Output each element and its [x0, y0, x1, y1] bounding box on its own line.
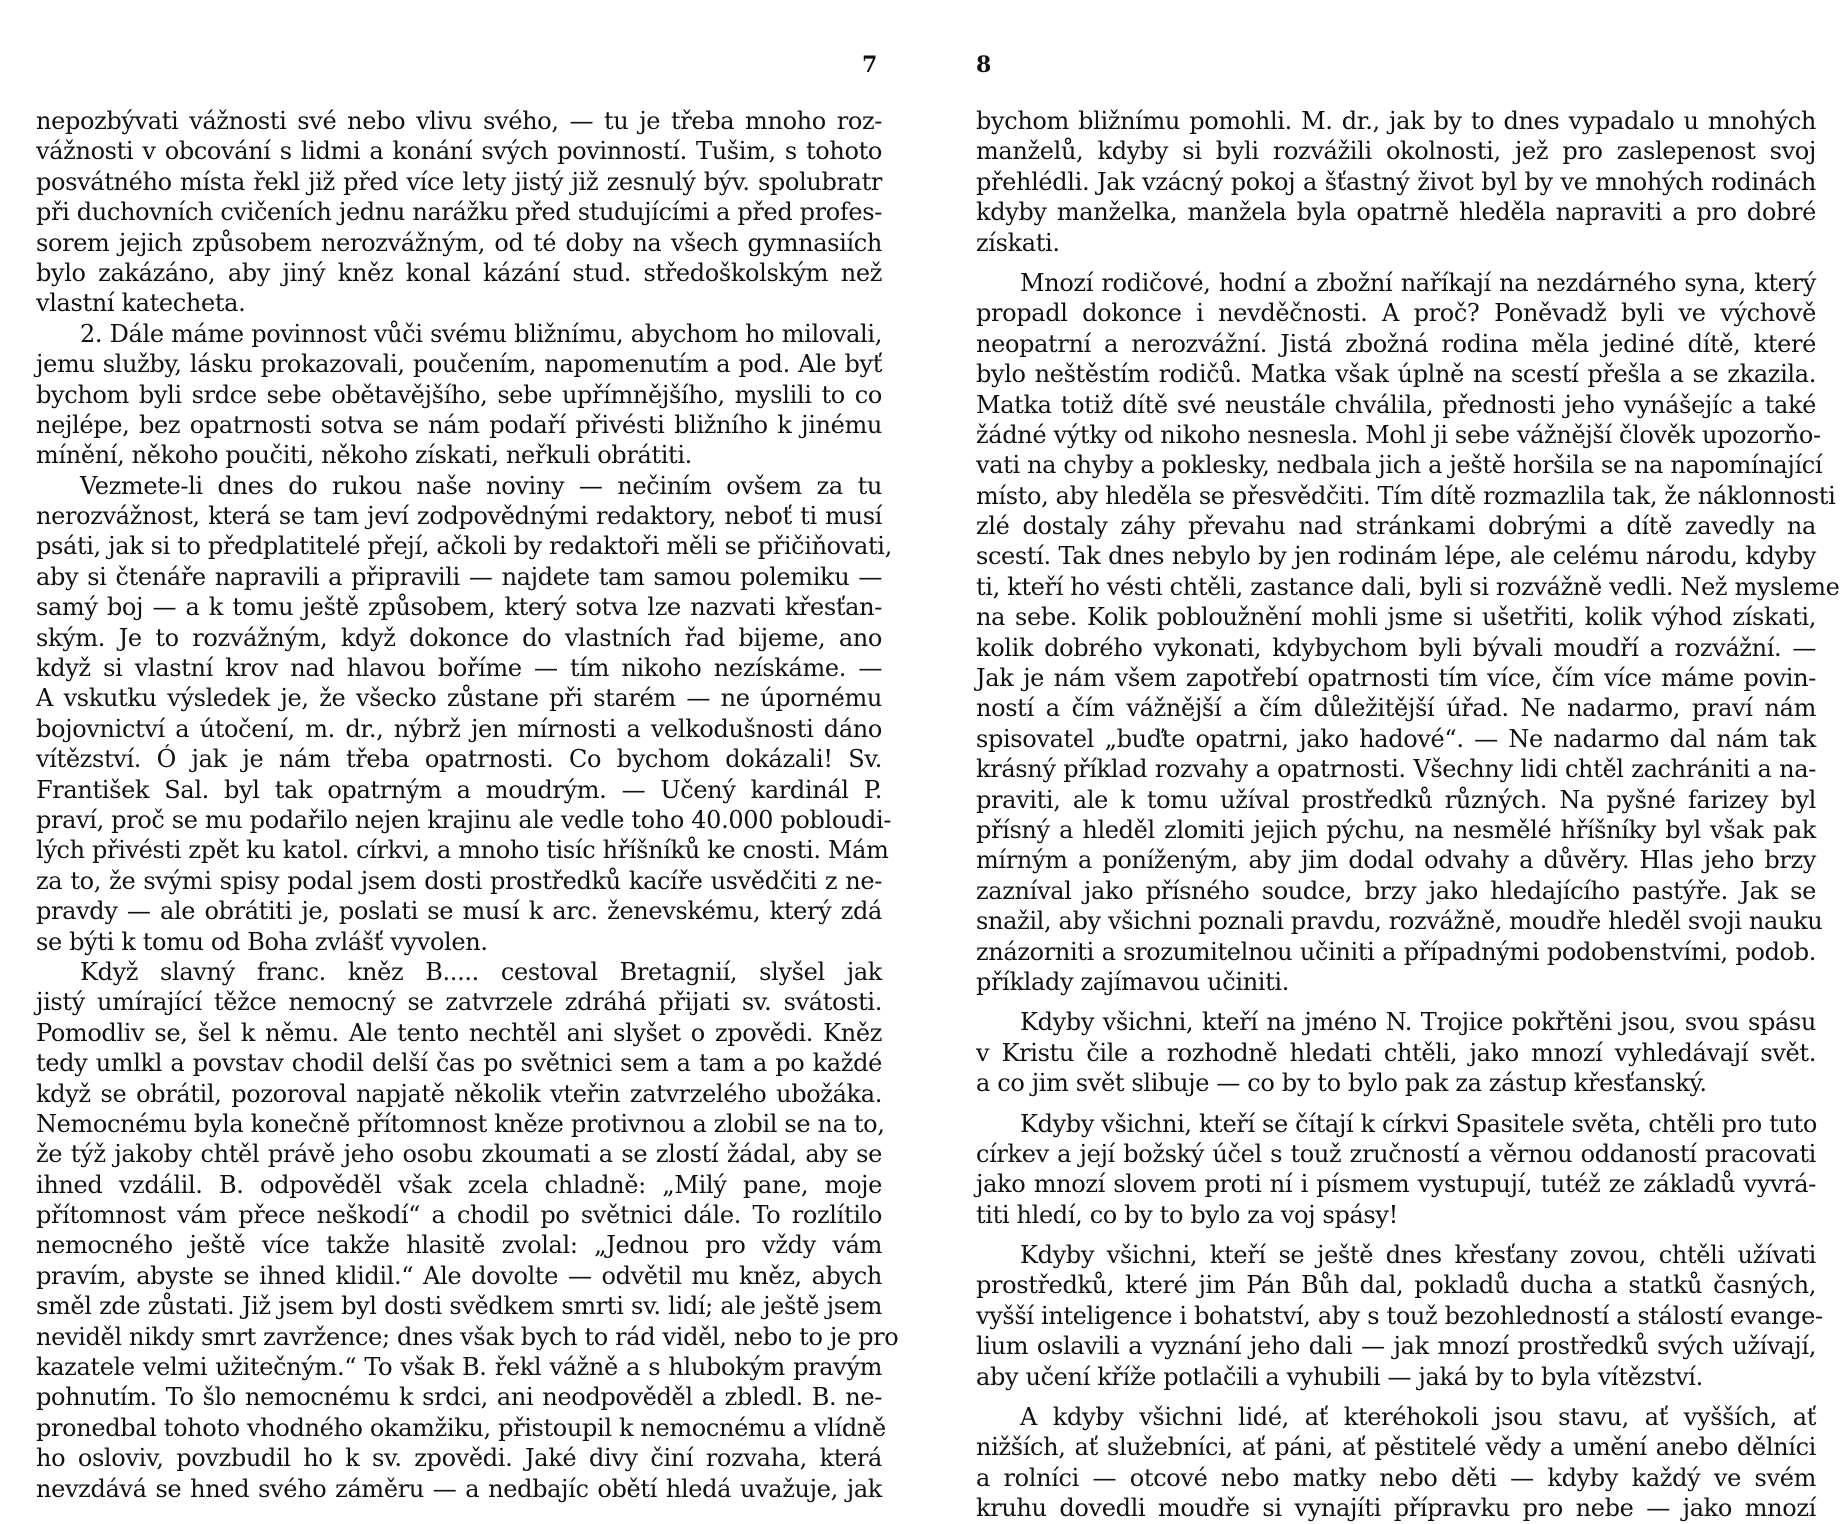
text-line: neopatrní a nerozvážní. Jistá zbožná rodina měla jediné dítě, které	[976, 329, 1816, 358]
text-line: bychom byli srdce sebe obětavějšího, sebe upřímnějšího, myslili to co	[36, 380, 882, 409]
text-line: žádné výtky od nikoho nesnesla. Mohl ji sebe vážnější člověk upozorňo-	[976, 420, 1821, 449]
text-line: Kdyby všichni, kteří na jméno N. Trojice pokřtěni jsou, svou spásu	[1020, 1008, 1816, 1037]
text-line: snažil, aby všichni poznali pravdu, rozvážně, moudře hleděl svoji nauku	[976, 907, 1823, 936]
text-line: bylo neštěstím rodičů. Matka však úplně na scestí přešla a se zkazila.	[976, 360, 1816, 389]
text-line: Vezmete-li dnes do rukou naše noviny — nečiním ovšem za tu	[80, 471, 882, 500]
text-line: aby učení kříže potlačili a vyhubili — jaká by to byla vítězství.	[976, 1362, 1703, 1391]
text-line: pohnutím. To šlo nemocnému k srdci, ani neodpověděl a zbledl. B. ne-	[36, 1383, 882, 1412]
text-line: spisovatel „buďte opatrni, jako hadové“. — Ne nadarmo dal nám tak	[976, 724, 1816, 753]
text-line: vlastní katecheta.	[36, 289, 246, 318]
text-line: získati.	[976, 228, 1060, 257]
text-line: zlé dostaly záhy převahu nad stránkami dobrými a dítě zavedly na	[976, 512, 1816, 541]
text-line: církev a její božský účel s touž zručností a věrnou oddaností pracovati	[976, 1139, 1816, 1168]
text-line: pravím, abyste se ihned klidil.“ Ale dovolte — odvětil mu kněz, abych	[36, 1261, 882, 1290]
text-line: psáti, jak si to předplatitelé přejí, ačkoli by redaktoři měli se přičiňovati,	[36, 532, 892, 561]
text-line: Pomodliv se, šel k němu. Ale tento nechtěl ani slyšet o zpovědi. Kněz	[36, 1018, 882, 1047]
text-line: příklady zajímavou učiniti.	[976, 967, 1290, 996]
text-line: místo, aby hleděla se přesvědčiti. Tím dítě rozmazlila tak, že náklonnosti	[976, 481, 1836, 510]
text-line: ským. Je to rozvážným, když dokonce do vlastních řad bijeme, ano	[36, 623, 882, 652]
text-line: Jak je nám všem zapotřebí opatrnosti tím více, čím více máme povin-	[976, 664, 1816, 693]
text-line: ti, kteří ho vésti chtěli, zastance dali, byli si rozvážně vedli. Než mysleme	[976, 572, 1840, 601]
text-line: neviděl nikdy smrt zavržence; dnes však bych to rád viděl, nebo to je pro	[36, 1322, 899, 1351]
text-line: ho osloviv, povzbudil ho k sv. zpovědi. Jaké divy činí rozvaha, která	[36, 1444, 882, 1473]
text-line: ihned vzdálil. B. odpověděl však zcela chladně: „Milý pane, moje	[36, 1170, 882, 1199]
text-line: Kdyby všichni, kteří se čítají k církvi Spasitele světa, chtěli pro tuto	[1020, 1109, 1817, 1138]
text-line: jemu služby, lásku prokazovali, poučením, napomenutím a pod. Ale byť	[36, 350, 882, 379]
text-line: přehlédli. Jak vzácný pokoj a šťastný život byl by ve mnohých rodinách	[976, 167, 1816, 196]
text-line: nejlépe, bez opatrnosti sotva se nám podaří přivésti bližního k jinému	[36, 410, 882, 439]
text-line: vati na chyby a poklesky, nedbala jich a ještě horšila se na napomínající	[976, 451, 1823, 480]
text-line: sorem jejich způsobem nerozvážným, od té doby na všech gymnasiích	[36, 228, 882, 257]
text-line: znázorniti a srozumitelnou učiniti a případnými podobenstvími, podob.	[976, 937, 1816, 966]
text-line: František Sal. byl tak opatrným a moudrým. — Učený kardinál P.	[36, 775, 882, 804]
text-line: kazatele velmi užitečným.“ To však B. řekl vážně a s hlubokým pravým	[36, 1353, 882, 1382]
page-text	[976, 106, 1840, 1524]
text-line: Matka totiž dítě své neustále chválila, přednosti jeho vynášejíc a také	[976, 390, 1816, 419]
text-line: prostředků, které jim Pán Bůh dal, pokladů ducha a statků časných,	[976, 1271, 1816, 1300]
text-line: na sebe. Kolik pobloužnění mohli jsme si ušetřiti, kolik výhod získati,	[976, 603, 1816, 632]
text-line: vítězství. Ó jak je nám třeba opatrnosti. Co bychom dokázali! Sv.	[36, 745, 882, 774]
text-line: mínění, někoho poučiti, někoho získati, neřkuli obrátiti.	[36, 441, 692, 470]
text-line: samý boj — a k tomu ještě způsobem, který sotva lze nazvati křesťan-	[36, 593, 882, 622]
text-line: se býti k tomu od Boha zvlášť vyvolen.	[36, 927, 488, 956]
text-line: když se obrátil, pozoroval napjatě několik vteřin zatvrzelého ubožáka.	[36, 1079, 882, 1108]
right-page	[916, 0, 1840, 1523]
text-line: bylo zakázáno, aby jiný kněz konal kázání stud. středoškolským než	[36, 258, 882, 287]
text-line: A kdyby všichni lidé, ať kteréhokoli jsou stavu, ať vyšších, ať	[1020, 1403, 1816, 1432]
text-line: bychom bližnímu pomohli. M. dr., jak by to dnes vypadalo u mnohých	[976, 107, 1816, 135]
text-line: lých přivésti zpět ku katol. církvi, a mnoho tisíc hříšníků ke cnosti. Mám	[36, 836, 889, 865]
text-line: a rolníci — otcové nebo matky nebo děti — kdyby každý ve svém	[976, 1463, 1816, 1492]
text-line: zazníval jako přísného soudce, brzy jako hledajícího pastýře. Jak se	[976, 876, 1816, 905]
text-line: posvátného místa řekl již před více lety jistý již zesnulý býv. spolubratr	[36, 167, 882, 196]
text-line: ností a čím vážnější a čím důležitější úřad. Ne nadarmo, praví nám	[976, 694, 1816, 723]
text-line: vyšší inteligence i bohatství, aby s touž bezohledností a stálostí evange-	[976, 1301, 1823, 1330]
text-line: přítomnost vám přece neškodí“ a chodil po světnici dále. To rozlítilo	[36, 1201, 882, 1230]
text-line: směl zde zůstati. Již jsem byl dosti svědkem smrti sv. lidí; ale ještě jsem	[36, 1292, 882, 1321]
page-number: 8	[976, 52, 992, 78]
text-line: kdyby manželka, manžela byla opatrně hleděla napraviti a pro dobré	[976, 198, 1816, 227]
text-line: pravdy — ale obrátiti je, poslati se musí k arc. ženevskému, který zdá	[36, 897, 882, 926]
text-line: a co jim svět slibuje — co by to bylo pak za zástup křesťanský.	[976, 1069, 1707, 1098]
text-line: Nemocnému byla konečně přítomnost kněze protivnou a zlobil se na to,	[36, 1109, 885, 1138]
text-line: nižších, ať služebníci, ať páni, ať pěstitelé vědy a umění anebo dělníci	[976, 1433, 1816, 1462]
text-line: 2. Dále máme povinnost vůči svému bližnímu, abychom ho milovali,	[80, 319, 882, 348]
text-line: kruhu dovedli moudře si vynajíti přípravku pro nebe — jako mnozí	[976, 1494, 1816, 1523]
text-line: jako mnozí slovem proti ní i písmem vystupují, tutéž ze základů vyvrá-	[976, 1170, 1816, 1199]
text-line: aby si čtenáře napravili a připravili — najdete tam samou polemiku —	[36, 562, 882, 591]
text-line: nepozbývati vážnosti své nebo vlivu svého, — tu je třeba mnoho roz-	[36, 107, 882, 135]
text-line: kolik dobrého vykonati, kdybychom byli bývali moudří a rozvážní. —	[976, 633, 1816, 662]
text-line: lium oslavili a vyznání jeho dali — jak mnozí prostředků svých užívají,	[976, 1332, 1816, 1361]
text-line: když si vlastní krov nad hlavou boříme — tím nikoho nezískáme. —	[36, 654, 882, 683]
text-line: za to, že svými spisy podal jsem dosti prostředků kacíře usvědčiti z ne-	[36, 866, 882, 895]
text-line: vážnosti v obcování s lidmi a konání svých povinností. Tušim, s tohoto	[36, 137, 882, 166]
page-number: 7	[862, 52, 878, 78]
text-line: manželů, kdyby si byli rozvážili okolnosti, jež pro zaslepenost svoj	[976, 137, 1816, 166]
text-line: praví, proč se mu podařilo nejen krajinu ale vedle toho 40.000 pobloudi-	[36, 805, 892, 834]
text-line: že týž jakoby chtěl právě jeho osobu zkoumati a se zlostí žádal, aby se	[36, 1140, 882, 1169]
left-page	[0, 0, 916, 1503]
text-line: Mnozí rodičové, hodní a zbožní naříkají na nezdárného syna, který	[1020, 268, 1816, 297]
text-line: Když slavný franc. kněz B..... cestoval Bretagnií, slyšel jak	[80, 957, 882, 986]
text-line: A vskutku výsledek je, že všecko zůstane při starém — ne úpornému	[36, 684, 882, 713]
text-line: v Kristu čile a rozhodně hledati chtěli, jako mnozí vyhledávají svět.	[976, 1038, 1816, 1067]
text-line: propadl dokonce i nevděčnosti. A proč? Poněvadž byli ve výchově	[976, 299, 1816, 328]
text-line: nerozvážnost, která se tam jeví zodpovědnými redaktory, neboť ti musí	[36, 502, 882, 531]
text-line: mírným a poníženým, aby jim dodal odvahy a důvěry. Hlas jeho brzy	[976, 846, 1816, 875]
text-line: při duchovních cvičeních jednu narážku před studujícími a před profes-	[36, 198, 882, 227]
text-line: praviti, ale k tomu užíval prostředků různých. Na pyšné farizey byl	[976, 785, 1816, 814]
text-line: nevzdává se hned svého záměru — a nedbajíc obětí hledá uvažuje, jak	[36, 1474, 882, 1503]
text-line: krásný příklad rozvahy a opatrnosti. Všechny lidi chtěl zachrániti a na-	[976, 755, 1816, 784]
text-line: titi hledí, co by to bylo za voj spásy!	[976, 1200, 1398, 1229]
page-text	[36, 106, 899, 1504]
text-line: scestí. Tak dnes nebylo by jen rodinám lépe, ale celému národu, kdyby	[976, 542, 1816, 571]
text-line: tedy umlkl a povstav chodil delší čas po světnici sem a tam a po každé	[36, 1049, 882, 1078]
text-line: nemocného ještě více takže hlasitě zvolal: „Jednou pro vždy vám	[36, 1231, 882, 1260]
text-line: jistý umírající těžce nemocný se zatvrzele zdráhá přijati sv. svátosti.	[36, 988, 882, 1017]
text-line: Kdyby všichni, kteří se ještě dnes křesťany zovou, chtěli užívati	[1020, 1241, 1816, 1270]
text-line: bojovnictví a útočení, m. dr., nýbrž jen mírnosti a velkodušnosti dáno	[36, 714, 882, 743]
text-line: pronedbal tohoto vhodného okamžiku, přistoupil k nemocnému a vlídně	[36, 1413, 886, 1442]
text-line: přísný a hleděl zlomiti jejich pýchu, na nesmělé hříšníky byl však pak	[976, 815, 1816, 844]
